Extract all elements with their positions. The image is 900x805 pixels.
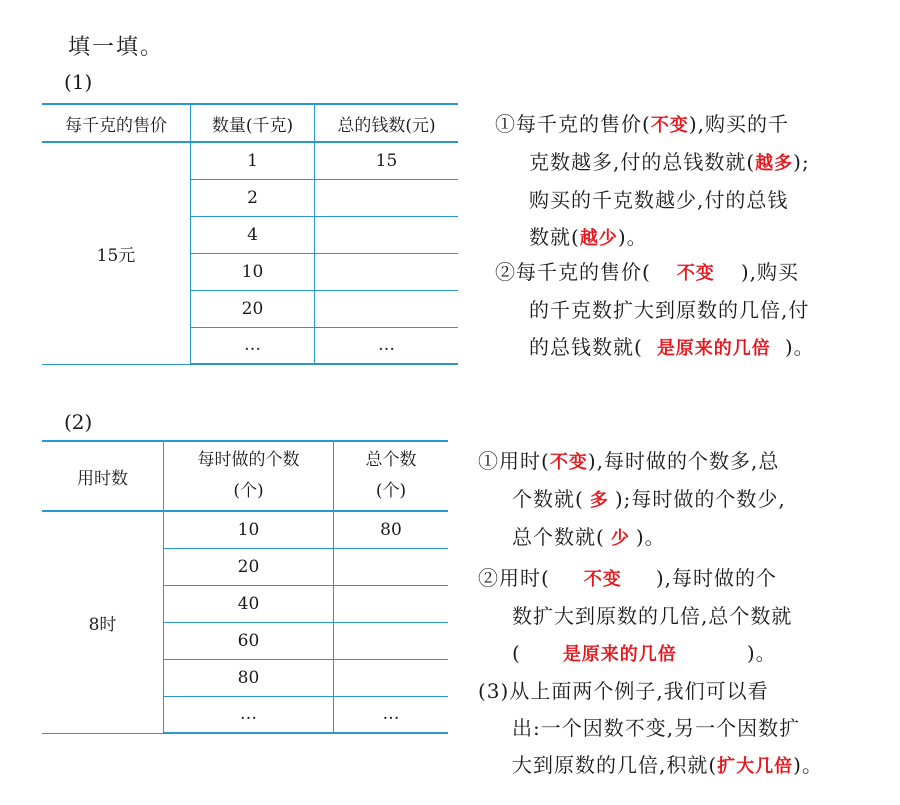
answer-text: 越少 xyxy=(579,228,618,249)
answer-text: 不变 xyxy=(650,115,689,136)
quantity-cell: 4 xyxy=(191,216,315,253)
q-text: 个数就( xyxy=(512,487,584,511)
header-hours: 用时数 xyxy=(42,441,164,511)
hours-cell: 8时 xyxy=(42,511,164,733)
table-row xyxy=(42,511,448,548)
answer-text: 是原来的几倍 xyxy=(656,338,771,359)
header-unit: (个) xyxy=(375,481,407,501)
total-cell: 15 xyxy=(315,142,459,179)
q-text: 出:一个因数不变,另一个因数扩 xyxy=(512,716,801,740)
header-line: 总个数 xyxy=(365,450,417,470)
answer-text: 少 xyxy=(610,528,630,549)
q-text: )。 xyxy=(746,641,777,665)
quantity-cell: … xyxy=(191,327,315,364)
part1-question1 xyxy=(495,106,810,257)
q-text: 大到原数的几倍,积就( xyxy=(512,753,718,777)
part1-label: (1) xyxy=(64,70,93,94)
header-total-count xyxy=(334,441,449,511)
q-text: ); xyxy=(793,150,810,174)
answer-text: 多 xyxy=(589,490,609,511)
part1-question2 xyxy=(495,254,815,367)
total-cell: 80 xyxy=(334,511,449,548)
q-text: )。 xyxy=(793,753,823,777)
answer-text: 越多 xyxy=(755,153,794,174)
quantity-cell: 10 xyxy=(191,253,315,290)
q-text: ),每时做的个数多,总 xyxy=(587,449,780,473)
table-header-row xyxy=(42,441,448,511)
q-text: (3)从上面两个例子,我们可以看 xyxy=(478,679,769,703)
table-row xyxy=(42,142,458,179)
header-quantity: 数量(千克) xyxy=(191,104,315,142)
header-count-per-hour xyxy=(164,441,334,511)
price-table xyxy=(42,103,458,365)
total-cell xyxy=(334,622,449,659)
answer-text: 是原来的几倍 xyxy=(562,644,677,665)
answer-text: 不变 xyxy=(676,263,715,284)
q-text: 的千克数扩大到原数的几倍,付 xyxy=(529,298,810,322)
q-text: ),每时做的个 xyxy=(655,566,777,590)
count-cell: 20 xyxy=(164,548,334,585)
quantity-cell: 2 xyxy=(191,179,315,216)
page-title: 填一填。 xyxy=(68,35,165,60)
table-header-row xyxy=(42,104,458,142)
quantity-cell: 1 xyxy=(191,142,315,179)
count-cell: … xyxy=(164,696,334,733)
header-unit-price: 每千克的售价 xyxy=(42,104,191,142)
answer-text: 不变 xyxy=(549,452,588,473)
q-text: ),购买的千 xyxy=(688,112,789,136)
q-text: )。 xyxy=(617,225,648,249)
total-cell xyxy=(334,659,449,696)
total-cell xyxy=(315,179,459,216)
count-cell: 40 xyxy=(164,585,334,622)
work-table xyxy=(42,440,448,734)
total-cell: … xyxy=(315,327,459,364)
total-cell xyxy=(334,585,449,622)
q-text: ),购买 xyxy=(740,260,799,284)
total-cell xyxy=(315,253,459,290)
total-cell xyxy=(315,290,459,327)
answer-text: 扩大几倍 xyxy=(717,756,794,777)
q-text: ②每千克的售价( xyxy=(495,260,651,284)
q-text: ①用时( xyxy=(478,449,550,473)
part2-label: (2) xyxy=(64,410,93,434)
q-text: )。 xyxy=(784,335,815,359)
part2-question1 xyxy=(478,443,786,557)
count-cell: 10 xyxy=(164,511,334,548)
q-text: 总个数就( xyxy=(512,525,605,549)
total-cell xyxy=(334,548,449,585)
unit-price-cell: 15元 xyxy=(42,142,191,364)
part3-conclusion xyxy=(478,673,823,785)
part2-question2 xyxy=(478,560,792,673)
q-text: 的总钱数就( xyxy=(529,335,643,359)
q-text: );每时做的个数少, xyxy=(614,487,786,511)
total-cell: … xyxy=(334,696,449,733)
answer-text: 不变 xyxy=(583,569,622,590)
q-text: ①每千克的售价( xyxy=(495,112,651,136)
count-cell: 80 xyxy=(164,659,334,696)
header-total-money: 总的钱数(元) xyxy=(315,104,459,142)
quantity-cell: 20 xyxy=(191,290,315,327)
header-line: 每时做的个数 xyxy=(197,450,300,470)
q-text: ②用时( xyxy=(478,566,550,590)
q-text: 克数越多,付的总钱数就( xyxy=(529,150,756,174)
q-text: 数就( xyxy=(529,225,580,249)
q-text: ( xyxy=(512,641,521,665)
q-text: )。 xyxy=(635,525,666,549)
q-text: 购买的千克数越少,付的总钱 xyxy=(529,188,789,212)
header-unit: (个) xyxy=(233,481,264,501)
q-text: 数扩大到原数的几倍,总个数就 xyxy=(512,604,793,628)
count-cell: 60 xyxy=(164,622,334,659)
total-cell xyxy=(315,216,459,253)
